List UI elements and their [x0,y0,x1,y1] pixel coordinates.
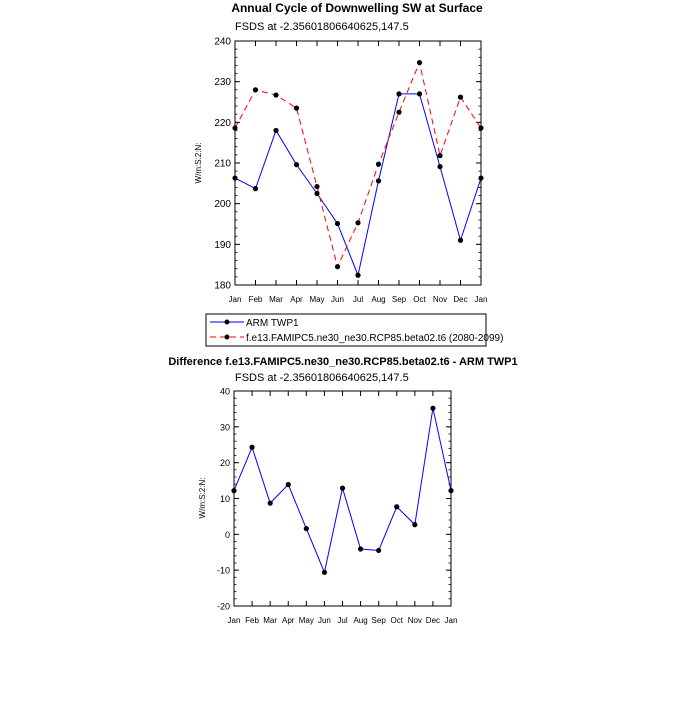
chart2-series [231,406,453,575]
data-point [478,175,483,180]
y-tick-label: 30 [219,422,230,433]
y-tick-label: 220 [214,117,231,129]
data-point [430,406,435,411]
y-tick-label: 240 [214,36,231,48]
data-point [273,92,278,97]
data-point [437,164,442,169]
y-tick-label: 180 [214,280,231,292]
data-point [322,570,327,575]
x-tick-label: Jan [444,616,458,625]
chart1-series [232,60,483,278]
x-tick-label: Oct [413,295,426,304]
x-tick-label: May [309,295,325,304]
x-tick-label: Sep [371,616,386,625]
y-tick-label: 40 [219,386,230,397]
data-point [253,186,258,191]
y-tick-label: 200 [214,199,231,211]
annual-cycle-chart [194,1,503,346]
data-point [335,221,340,226]
data-point [448,488,453,493]
data-point [396,91,401,96]
data-point [396,110,401,115]
chart1-x-tick-labels [229,295,488,304]
data-point [294,162,299,167]
data-point [304,526,309,531]
chart2-y-tick-labels [217,387,230,612]
x-tick-label: Mar [263,616,278,625]
legend-label-model: f.e13.FAMIPC5.ne30_ne30.RCP85.beta02.t6 (2080-2099) [246,333,504,344]
series-line-1 [235,63,481,267]
data-point [231,488,236,493]
chart2-x-tick-labels [228,616,458,625]
x-tick-label: Sep [391,295,407,304]
x-tick-label: Jul [337,616,348,625]
x-tick-label: Jul [352,295,364,304]
y-tick-label: 230 [214,77,231,89]
data-point [253,87,258,92]
data-point [358,546,363,551]
data-point [273,128,278,133]
data-point [286,482,291,487]
data-point [412,522,417,527]
data-point [314,191,319,196]
y-tick-label: 20 [219,458,230,469]
y-tick-label: 190 [214,239,231,251]
legend-marker-model [225,335,230,340]
data-point [335,264,340,269]
data-point [458,238,463,243]
chart1-title: Annual Cycle of Downwelling SW at Surface [231,1,483,15]
x-tick-label: Feb [248,295,263,304]
data-point [458,95,463,100]
data-point [376,178,381,183]
data-point [376,162,381,167]
x-tick-label: Nov [432,295,448,304]
chart2-title: Difference f.e13.FAMIPC5.ne30_ne30.RCP85.beta02.t6 - ARM TWP1 [168,356,518,368]
x-tick-label: Apr [282,616,295,625]
y-tick-label: 0 [224,529,230,540]
y-tick-label: 10 [219,494,230,504]
chart2-ylabel: W/m:S:2:N: [198,477,207,519]
series-line-0 [235,94,481,275]
data-point [437,153,442,158]
x-tick-label: Nov [407,616,422,625]
x-tick-label: Mar [269,295,283,304]
data-point [376,548,381,553]
chart1-subtitle: FSDS at -2.35601806640625,147.5 [235,21,409,33]
data-point [340,486,345,491]
chart2-subtitle: FSDS at -2.35601806640625,147.5 [235,372,409,384]
data-point [417,91,422,96]
chart1-y-tick-labels [214,37,231,292]
x-tick-label: Jan [474,295,488,304]
y-tick-label: -20 [216,601,230,612]
x-tick-label: Aug [371,295,386,304]
data-point [232,125,237,130]
x-tick-label: Dec [453,295,468,304]
data-point [249,445,254,450]
data-point [478,125,483,130]
y-tick-label: 210 [214,158,231,170]
x-tick-label: Apr [290,295,303,304]
x-tick-label: May [298,616,314,625]
chart1-ticks [235,41,481,285]
chart1-plot-frame [235,41,481,285]
x-tick-label: Dec [425,616,441,625]
chart1-ylabel: W/m:S:2:N: [194,142,203,184]
x-tick-label: Oct [390,616,403,625]
data-point [232,175,237,180]
legend-marker-arm [225,320,230,325]
x-tick-label: Jan [227,616,241,625]
x-tick-label: Aug [353,616,368,625]
x-tick-label: Feb [245,616,259,625]
data-point [268,501,273,506]
chart1-legend [206,314,503,346]
x-tick-label: Jun [317,616,331,625]
data-point [394,504,399,509]
x-tick-label: Jan [228,295,242,304]
data-point [355,273,360,278]
data-point [355,220,360,225]
difference-chart [168,356,517,625]
data-point [314,184,319,189]
x-tick-label: Jun [331,295,344,304]
data-point [417,60,422,65]
data-point [294,106,299,111]
y-tick-label: -10 [216,565,230,576]
legend-label-arm: ARM TWP1 [246,318,299,329]
